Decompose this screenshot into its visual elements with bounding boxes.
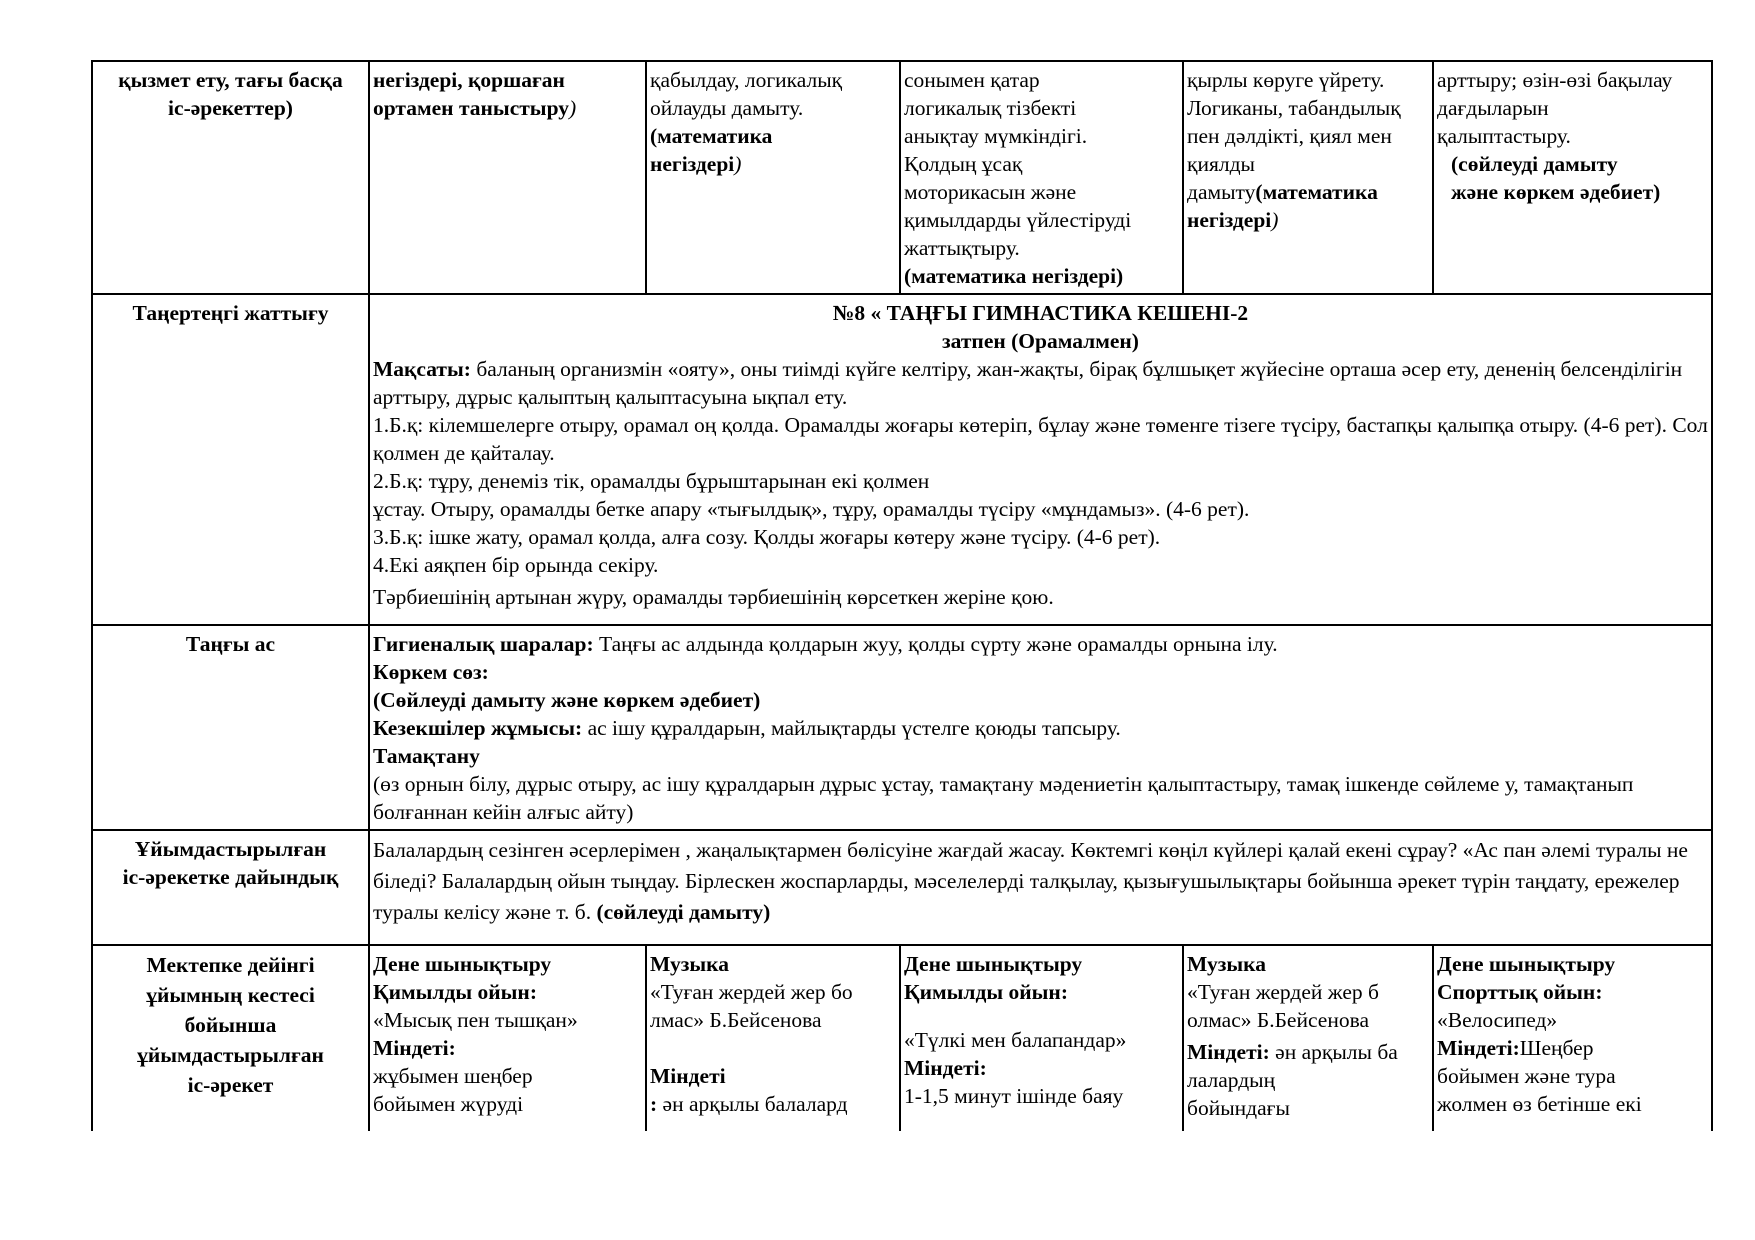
cell-thursday-activity: Музыка «Туған жердей жер б олмас» Б.Бейсенова Міндеті: ән арқылы ба лалардың бойындағы xyxy=(1183,945,1433,1131)
cell-morning-exercise: №8 « ТАҢҒЫ ГИМНАСТИКА КЕШЕНІ-2 затпен (Орамалмен) Мақсаты: баланың организмін «ояту», оны тиімді күйге келтіру, жан-жақты, бірақ бұлшықет жүйесіне орташа әсер ету, дененің белсенділігін арттыру, дұрыс қалыптың қалыптасуына ықпал ету. 1.Б.қ: кілемшелерге отыру, орамал оң қолда. Орамалды жоғары көтеріп, бұлау және төменге тізеге түсіру, бастапқы қалыпқа отыру. (4-6 рет). Сол қолмен де қайталау. 2.Б.қ: тұру, денеміз тік, орамалды бұрыштарынан екі қолмен ұстау. Отыру, орамалды бетке апару «тығылдық», тұру, орамалды түсіру «мұндамыз». (4-6 рет). 3.Б.қ: ішке жату, орамал қолда, алға созу. Қолды жоғары көтеру және түсіру. (4-6 рет). 4.Екі аяқпен бір орында секіру. Тәрбиешінің артынан жүру, орамалды тәрбиешінің көрсеткен жеріне қою. xyxy=(369,294,1712,625)
cell-friday: арттыру; өзін-өзі бақылау дағдыларын қалыптастыру. (сөйлеуді дамыту және көркем әдебиет) xyxy=(1433,61,1712,294)
table-row-breakfast xyxy=(92,625,1712,830)
row-label: Ұйымдастырылған іс-әрекетке дайындық xyxy=(92,830,369,945)
cell-breakfast: Гигиеналық шаралар: Таңғы ас алдында қолдарын жуу, қолды сүрту және орамалды орнына ілу. Көркем сөз: (Сөйлеуді дамыту және көркем әдебиет) Кезекшілер жұмысы: ас ішу құралдарын, майлықтарды үстелге қоюды тапсыру. Тамақтану (өз орнын білу, дұрыс отыру, ас ішу құралдарын дұрыс ұстау, тамақтану мәдениетін қалыптастыру, тамақ ішкенде сөйлеме у, тамақтанып болғаннан кейін алғыс айту) xyxy=(369,625,1712,830)
table-row-morning-exercise xyxy=(92,294,1712,625)
lesson-plan-table xyxy=(91,60,1713,1131)
table-row-activities-continued xyxy=(92,61,1712,294)
row-label: Таңертеңгі жаттығу xyxy=(92,294,369,625)
cell-wednesday-activity: Дене шынықтыру Қимылды ойын: «Түлкі мен балапандар» Міндеті: 1-1,5 минут ішінде баяу xyxy=(900,945,1183,1131)
cell-thursday: қырлы көруге үйрету. Логиканы, табандылық пен дәлдікті, қиял мен қиялды дамыту(математика негіздері) xyxy=(1183,61,1433,294)
exercise-subtitle: затпен (Орамалмен) xyxy=(942,329,1139,353)
row-label: қызмет ету, тағы басқа іс-әрекеттер) xyxy=(92,61,369,294)
cell-tuesday-activity: Музыка «Туған жердей жер бо лмас» Б.Бейсенова Міндеті : ән арқылы балалард xyxy=(646,945,900,1131)
row-label: Мектепке дейінгі ұйымның кестесі бойынша ұйымдастырылған іс-әрекет xyxy=(92,945,369,1131)
cell-monday: негіздері, қоршаған ортамен таныстыру) xyxy=(369,61,646,294)
cell-tuesday: қабылдау, логикалық ойлауды дамыту. (математика негіздері) xyxy=(646,61,900,294)
cell-wednesday: сонымен қатар логикалық тізбекті анықтау мүмкіндігі. Қолдың ұсақ моторикасын және қимылдарды үйлестіруді жаттықтыру. (математика негіздері) xyxy=(900,61,1183,294)
table-row-organized-activity xyxy=(92,945,1712,1131)
cell-friday-activity: Дене шынықтыру Спорттық ойын: «Велосипед» Міндеті:Шеңбер бойымен және тура жолмен өз бетінше екі xyxy=(1433,945,1712,1131)
table-row-preparation xyxy=(92,830,1712,945)
cell-monday-activity: Дене шынықтыру Қимылды ойын: «Мысық пен тышқан» Міндеті: жұбымен шеңбер бойымен жүруді xyxy=(369,945,646,1131)
row-label: Таңғы ас xyxy=(92,625,369,830)
exercise-title: №8 « ТАҢҒЫ ГИМНАСТИКА КЕШЕНІ-2 xyxy=(832,301,1249,325)
cell-preparation: Балалардың сезінген әсерлерімен , жаңалықтармен бөлісуіне жағдай жасау. Көктемгі көңіл күйлері қалай екені сұрау? «Ас пан әлемі туралы не біледі? Балалардың ойын тыңдау. Бірлескен жоспарларды, мәселелерді талқылау, қызығушылықтары бойынша әрекет түрін таңдату, ережелер туралы келісу және т. б. (сөйлеуді дамыту) xyxy=(369,830,1712,945)
